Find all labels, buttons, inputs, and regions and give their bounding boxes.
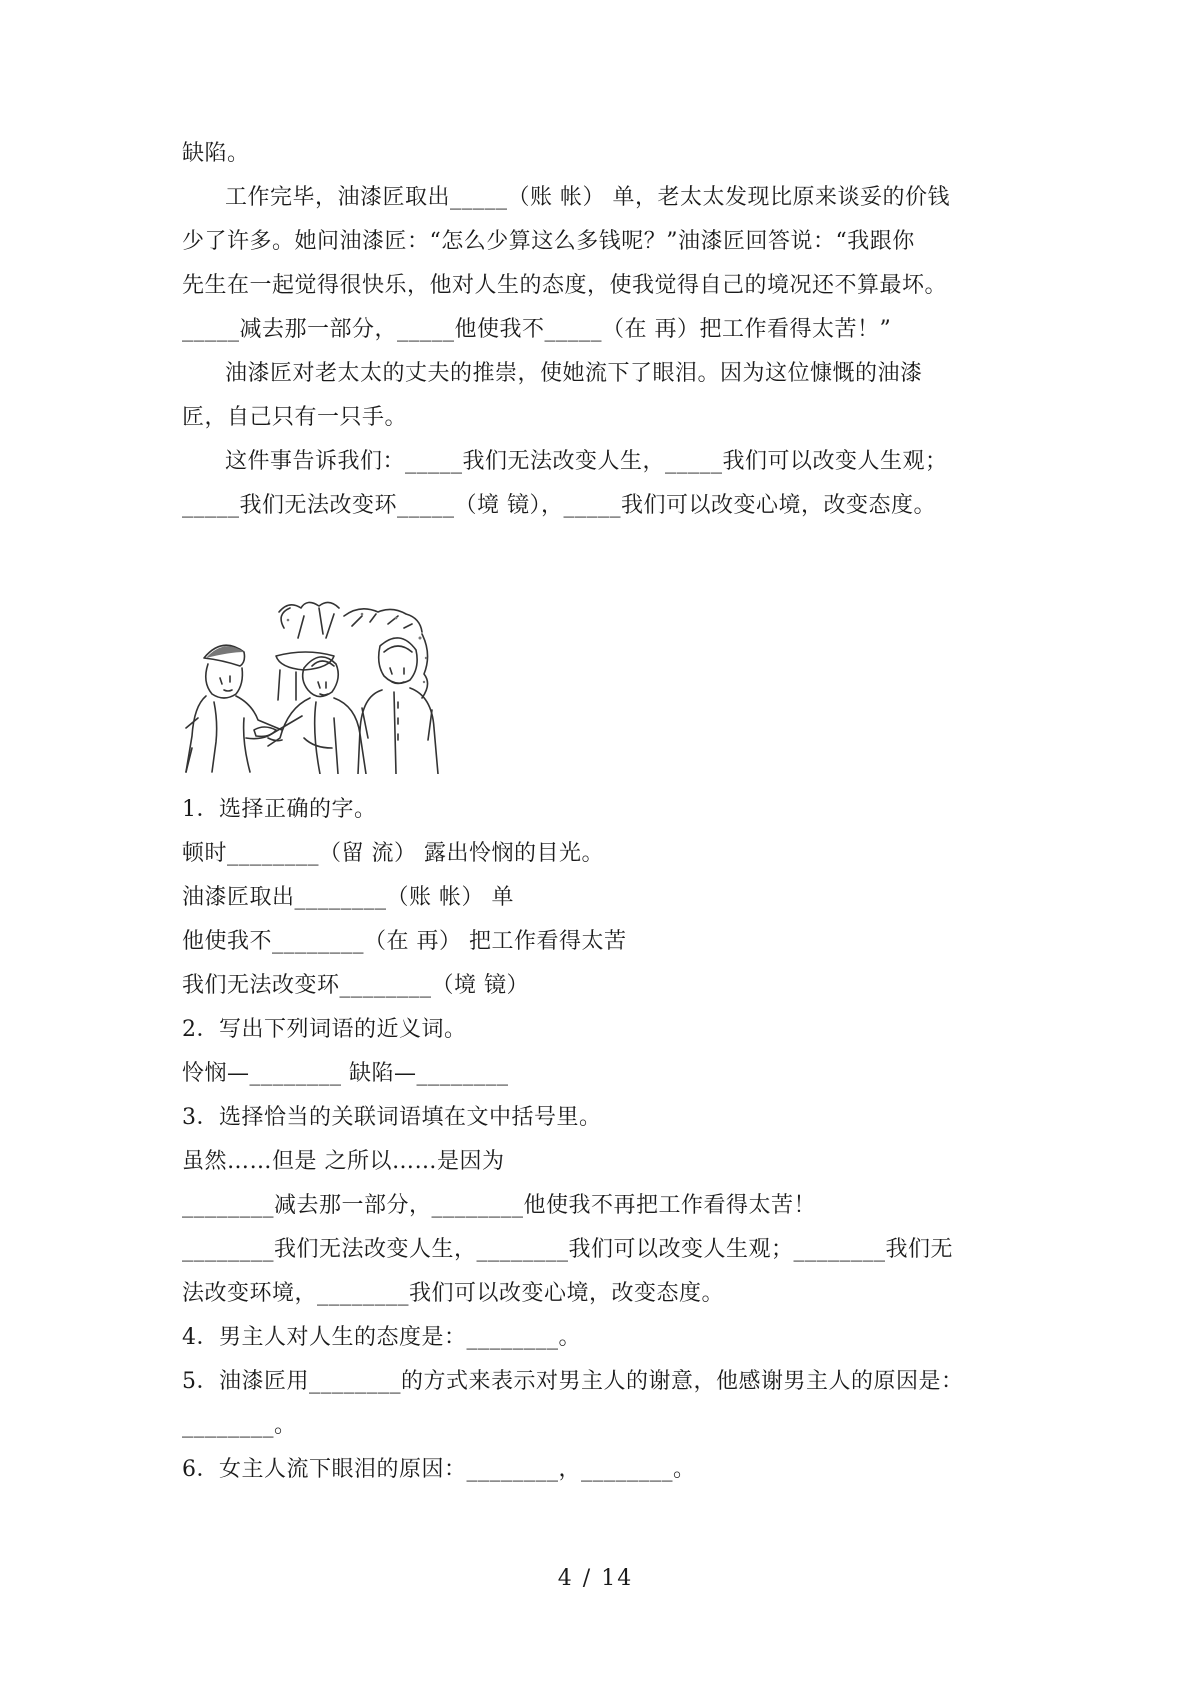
question-1-item-2: 油漆匠取出________（账 帐） 单	[182, 885, 514, 910]
question-3-line-3: 法改变环境，________我们可以改变心境，改变态度。	[182, 1281, 725, 1306]
question-3-line-2: ________我们无法改变人生，________我们可以改变人生观；________我们无	[182, 1237, 954, 1262]
passage-line-3: 少了许多。她问油漆匠：“怎么少算这么多钱呢？”油漆匠回答说：“我跟你	[182, 229, 915, 254]
passage-line-5: _____减去那一部分，_____他使我不_____（在 再）把工作看得太苦！”	[182, 317, 892, 342]
passage-line-7: 匠，自己只有一只手。	[182, 405, 408, 430]
question-1-item-3: 他使我不________（在 再） 把工作看得太苦	[182, 929, 627, 954]
question-6: 6．女主人流下眼泪的原因：________，________。	[182, 1457, 696, 1482]
question-3-options: 虽然……但是 之所以……是因为	[182, 1149, 505, 1174]
question-1-title: 1．选择正确的字。	[182, 797, 377, 822]
passage-line-9: _____我们无法改变环_____（境 镜），_____我们可以改变心境，改变态度。	[182, 493, 936, 518]
question-5-line-2: ________。	[182, 1413, 297, 1438]
question-4: 4．男主人对人生的态度是：________。	[182, 1325, 581, 1350]
question-1-item-1: 顿时________（留 流） 露出怜悯的目光。	[182, 841, 604, 866]
question-2-title: 2．写出下列词语的近义词。	[182, 1017, 467, 1042]
passage-line-1: 缺陷。	[182, 141, 250, 166]
passage-line-6: 油漆匠对老太太的丈夫的推崇，使她流下了眼泪。因为这位慷慨的油漆	[225, 361, 923, 386]
passage-line-2: 工作完毕，油漆匠取出_____（账 帐） 单，老太太发现比原来谈妥的价钱	[225, 185, 950, 210]
page-number: 4 / 14	[557, 1566, 634, 1591]
question-5-line-1: 5．油漆匠用________的方式来表示对男主人的谢意，他感谢男主人的原因是：	[182, 1369, 964, 1394]
passage-line-8: 这件事告诉我们：_____我们无法改变人生，_____我们可以改变人生观；	[225, 449, 948, 474]
question-3-line-1: ________减去那一部分，________他使我不再把工作看得太苦！	[182, 1193, 817, 1218]
question-3-title: 3．选择恰当的关联词语填在文中括号里。	[182, 1105, 602, 1130]
question-2-items: 怜悯—________ 缺陷—________	[182, 1061, 509, 1086]
passage-line-4: 先生在一起觉得很快乐，他对人生的态度，使我觉得自己的境况还不算最坏。	[182, 273, 948, 298]
illustration-three-people	[184, 598, 446, 774]
question-1-item-4: 我们无法改变环________（境 镜）	[182, 973, 529, 998]
